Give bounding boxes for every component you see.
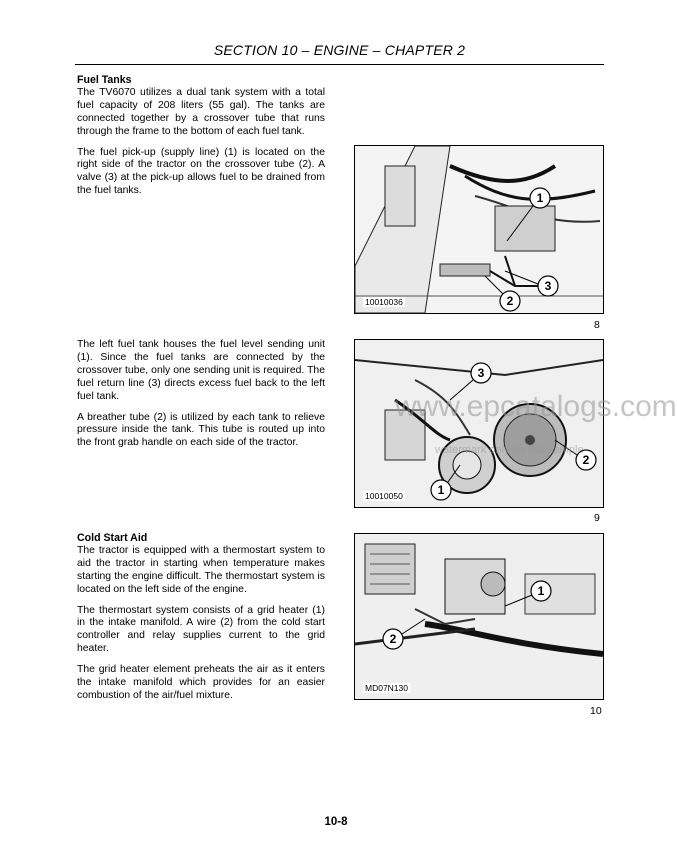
section-header	[75, 42, 604, 65]
figure-10-photo	[354, 533, 604, 700]
sending-unit-section	[77, 339, 325, 458]
figure-8-callout-2: 2	[506, 294, 514, 308]
cold-start-paragraph-3: The grid heater element preheats the air as it enters the intake manifold which provides for an easier combustion of the air/fuel mixture.	[77, 664, 325, 701]
sending-unit-paragraph-2: A breather tube (2) is utilized by each tank to relieve pressure inside the tank. This tube is routed up into the front grab handle on each side of the tractor.	[77, 411, 325, 449]
section-title: SECTION 10 – ENGINE – CHAPTER 2	[213, 42, 466, 58]
figure-8-code: 10010036	[365, 297, 403, 307]
fuel-tanks-paragraph-1: The TV6070 utilizes a dual tank system with a total fuel capacity of 208 liters (55 gal). The tanks are connected together by a crossover tube that runs through the frame to the bottom of each fuel tank.	[77, 86, 325, 137]
figure-10-number: 10	[590, 705, 602, 717]
sending-unit-paragraph-1: The left fuel tank houses the fuel level sending unit (1). Since the fuel tanks are connected by the crossover tube, only one sending unit is required. The fuel return line (3) directs excess fuel back to the left fuel tank.	[77, 339, 325, 402]
watermark-sub: watermark only on this sample	[435, 444, 584, 456]
figure-9-callout-2: 2	[582, 453, 590, 467]
page-number: 10-8	[324, 816, 348, 828]
figure-10-illustration	[355, 534, 603, 699]
figure-9-photo	[354, 339, 677, 508]
figure-10-code: MD07N130	[365, 683, 408, 693]
figure-8-number: 8	[594, 319, 600, 331]
watermark-main: www.epcatalogs.com	[395, 390, 677, 423]
figure-8-photo	[354, 145, 604, 314]
cold-start-section	[77, 532, 325, 711]
figure-9-number: 9	[594, 512, 600, 524]
figure-9-code: 10010050	[365, 491, 403, 501]
fuel-tanks-section	[77, 74, 325, 206]
cold-start-heading: Cold Start Aid	[77, 532, 148, 544]
cold-start-paragraph-2: The thermostart system consists of a grid heater (1) in the intake manifold. A wire (2) from the cold start controller and relay supplies current to the grid heater.	[77, 604, 325, 655]
cold-start-paragraph-1: The tractor is equipped with a thermostart system to aid the tractor in starting when temperature makes starting the engine difficult. The thermostart system is located on the left side of the engine.	[77, 544, 325, 595]
figure-9-callout-3: 3	[477, 366, 485, 380]
fuel-tanks-paragraph-2: The fuel pick-up (supply line) (1) is located on the right side of the tractor on the crossover tube (2). A valve (3) at the pick-up allows fuel to be drained from the fuel tanks.	[77, 146, 325, 197]
figure-10-callout-2: 2	[389, 632, 397, 646]
fuel-tanks-heading: Fuel Tanks	[77, 74, 132, 86]
figure-8-illustration	[355, 146, 603, 313]
figure-9-callout-1: 1	[437, 483, 445, 497]
figure-10-callout-1: 1	[537, 584, 545, 598]
figure-8-callout-3: 3	[544, 279, 552, 293]
figure-8-callout-1: 1	[536, 191, 544, 205]
